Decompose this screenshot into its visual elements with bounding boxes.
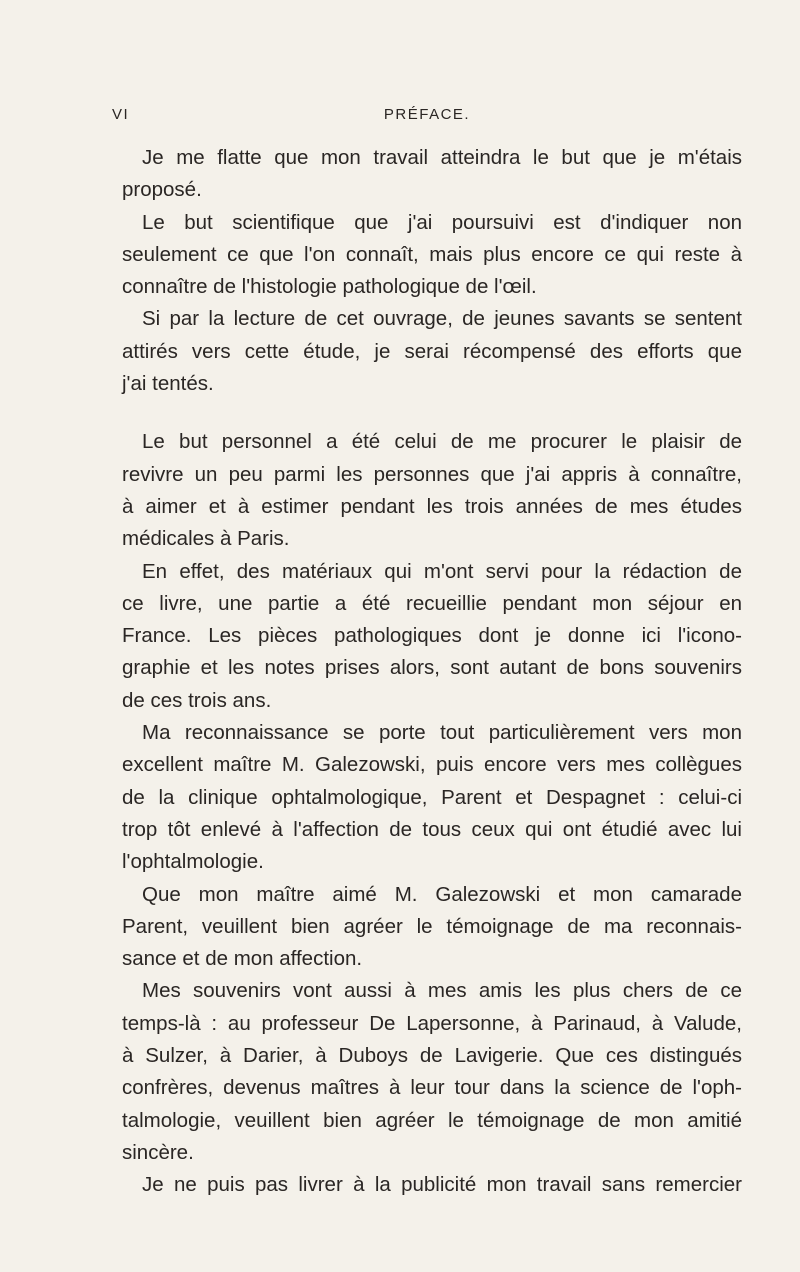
text-line: ce livre, une partie a été recueillie pendant mon séjour en [122,591,742,615]
text-line: à Sulzer, à Darier, à Duboys de Lavigerie. Que ces distingués [122,1044,742,1068]
text-line: Parent, veuillent bien agréer le témoignage de ma reconnais- [122,914,742,938]
text-line: sance et de mon affection. [122,947,363,971]
section-break [122,400,742,426]
text-line: à aimer et à estimer pendant les trois années de mes études [122,494,742,518]
body-text [122,142,742,1202]
running-title: PRÉFACE. [383,106,471,123]
text-line: Ma reconnaissance se porte tout particulièrement vers mon [142,721,742,745]
text-line: seulement ce que l'on connaît, mais plus encore ce qui reste à [122,242,742,266]
text-line: temps-là : au professeur De Lapersonne, à Parinaud, à Valude, [122,1011,742,1035]
running-head [112,106,742,130]
text-line: confrères, devenus maîtres à leur tour dans la science de l'oph- [122,1076,742,1100]
text-line: graphie et les notes prises alors, sont autant de bons souvenirs [122,656,742,680]
text-line: Que mon maître aimé M. Galezowski et mon camarade [142,882,742,906]
text-line: Si par la lecture de cet ouvrage, de jeunes savants se sentent [142,307,742,331]
text-line: connaître de l'histologie pathologique de l'œil. [122,275,537,299]
text-line: talmologie, veuillent bien agréer le témoignage de mon amitié [122,1108,742,1132]
text-line: Le but scientifique que j'ai poursuivi est d'indiquer non [142,210,742,234]
text-line: sincère. [122,1140,194,1164]
text-line: Le but personnel a été celui de me procurer le plaisir de [142,430,742,454]
text-line: Je me flatte que mon travail atteindra le but que je m'étais [142,146,742,169]
text-line: de ces trois ans. [122,688,272,712]
text-line: médicales à Paris. [122,527,290,551]
text-line: trop tôt enlevé à l'affection de tous ceux qui ont étudié avec lui [122,817,742,841]
text-line: France. Les pièces pathologiques dont je donne ici l'icono- [122,624,742,648]
page-number: VI [112,106,130,123]
text-line: Je ne puis pas livrer à la publicité mon travail sans remercier [142,1173,742,1197]
text-line: En effet, des matériaux qui m'ont servi pour la rédaction de [142,559,742,583]
text-line: j'ai tentés. [122,372,214,396]
text-line: l'ophtalmologie. [122,850,264,874]
text-line: revivre un peu parmi les personnes que j'ai appris à connaître, [122,462,742,486]
text-line: excellent maître M. Galezowski, puis encore vers mes collègues [122,753,742,777]
text-line: attirés vers cette étude, je serai récompensé des efforts que [122,339,742,363]
text-line: Mes souvenirs vont aussi à mes amis les plus chers de ce [142,979,742,1003]
text-line: de la clinique ophtalmologique, Parent et Despagnet : celui-ci [122,785,742,809]
text-line: proposé. [122,178,202,202]
